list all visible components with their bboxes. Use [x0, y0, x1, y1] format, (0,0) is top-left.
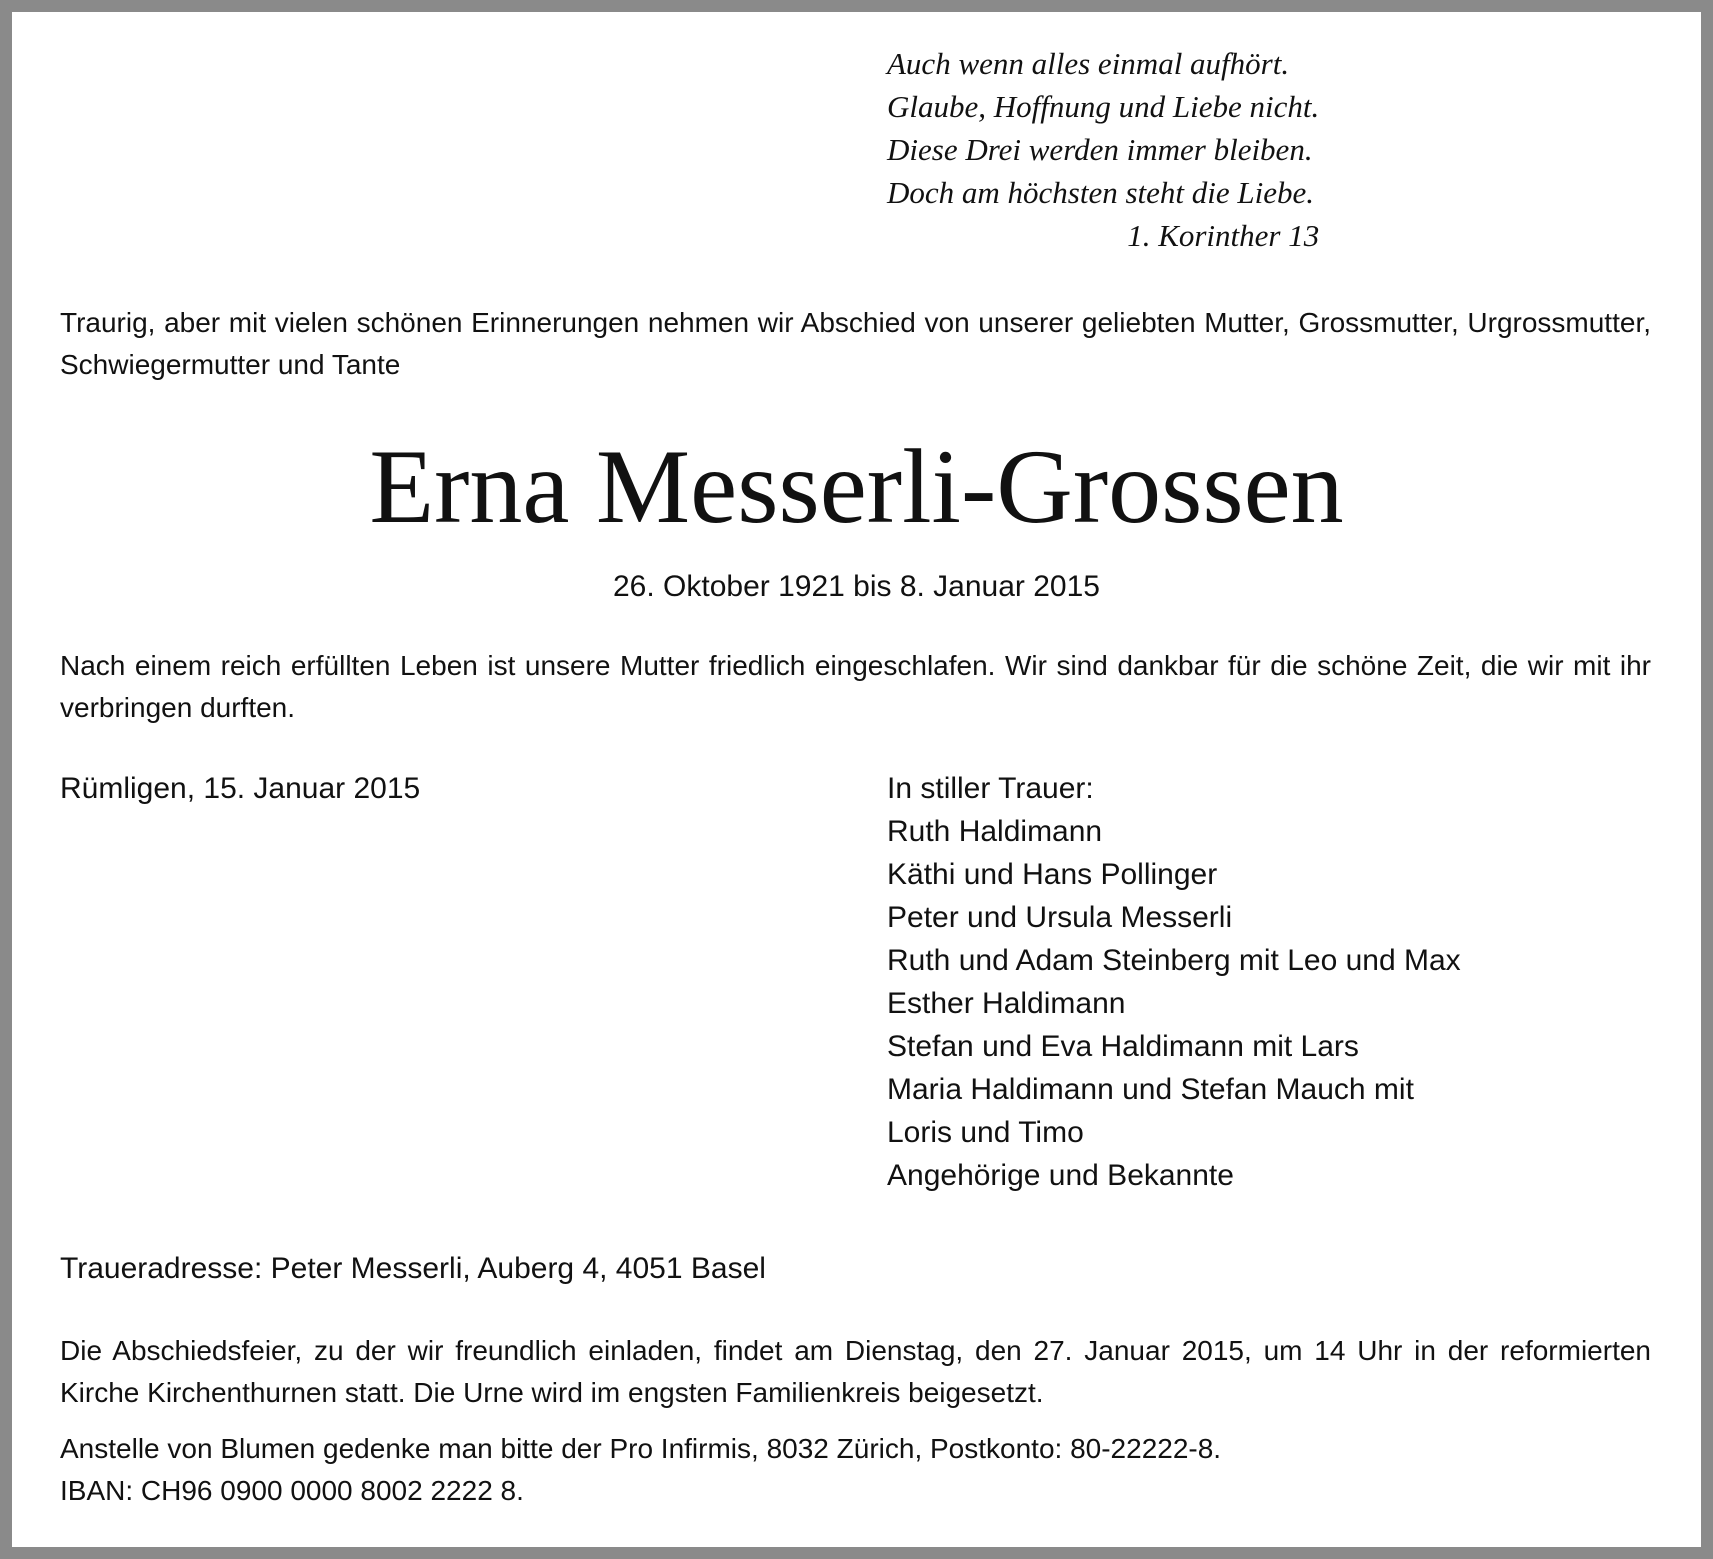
mourner-name: Esther Haldimann — [887, 987, 1126, 1020]
farewell-text: Nach einem reich erfüllten Leben ist unsere Mutter friedlich eingeschlafen. Wir sind dankbar für die schöne Zeit, die wir mit ihr verbringen durften. — [60, 650, 1651, 723]
mourner-name: Stefan und Eva Haldimann mit Lars — [887, 1030, 1359, 1063]
ceremony-info: Die Abschiedsfeier, zu der wir freundlich einladen, findet am Dienstag, den 27. Januar 2015, um 14 Uhr in der reformierten Kirche Kirchenthurnen statt. Die Urne wird im engsten Familienkreis beigesetzt. — [60, 1335, 1651, 1408]
verse-line: Diese Drei werden immer bleiben. — [887, 132, 1313, 167]
mourner-name: Loris und Timo — [887, 1116, 1084, 1149]
intro-text: Traurig, aber mit vielen schönen Erinnerungen nehmen wir Abschied von unserer geliebten Mutter, Grossmutter, Urgrossmutter, Schwiegermutter und Tante — [60, 307, 1651, 380]
mourner-name: Maria Haldimann und Stefan Mauch mit — [887, 1073, 1414, 1106]
donation-line: Anstelle von Blumen gedenke man bitte der Pro Infirmis, 8032 Zürich, Postkonto: 80-22222-8. — [60, 1433, 1222, 1464]
mourner-name: Käthi und Hans Pollinger — [887, 858, 1218, 891]
mourner-name: Ruth und Adam Steinberg mit Leo und Max — [887, 944, 1461, 977]
life-dates: 26. Oktober 1921 bis 8. Januar 2015 — [612, 570, 1100, 603]
obituary-notice — [12, 12, 1701, 1547]
mourning-address: Traueradresse: Peter Messerli, Auberg 4, 4051 Basel — [60, 1252, 766, 1285]
donation-info — [60, 1428, 1460, 1512]
mourner-name: Ruth Haldimann — [887, 815, 1103, 848]
verse-line: Auch wenn alles einmal aufhört. — [887, 46, 1290, 81]
verse-line: Doch am höchsten steht die Liebe. — [887, 175, 1315, 210]
mourners-heading: In stiller Trauer: — [887, 772, 1094, 805]
mourners-list — [887, 767, 1461, 1197]
verse-line: Glaube, Hoffnung und Liebe nicht. — [887, 89, 1320, 124]
deceased-name: Erna Messerli-Grossen — [369, 428, 1344, 545]
verse-reference: 1. Korinther 13 — [1127, 218, 1320, 253]
mourner-name: Angehörige und Bekannte — [887, 1159, 1234, 1192]
place-and-date: Rümligen, 15. Januar 2015 — [60, 772, 421, 805]
mourner-name: Peter und Ursula Messerli — [887, 901, 1233, 934]
iban-line: IBAN: CH96 0900 0000 8002 2222 8. — [60, 1475, 524, 1506]
bible-verse — [887, 42, 1319, 257]
